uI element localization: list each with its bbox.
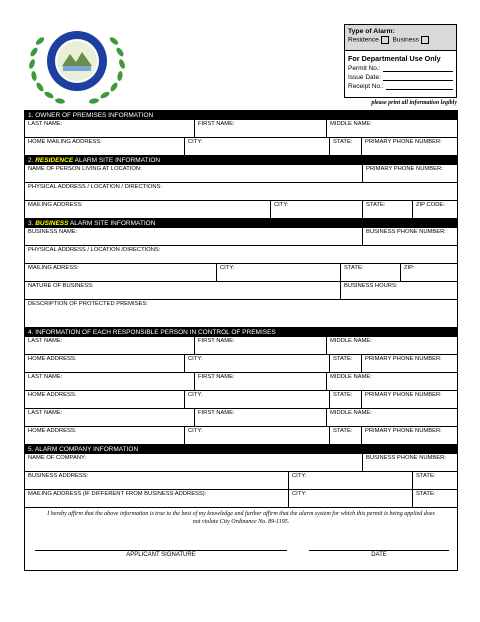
business-name[interactable]: BUSINESS NAME: [25,228,363,245]
company-mailing-state[interactable]: STATE: [416,491,436,497]
residence-physical-address[interactable]: PHYSICAL ADDRESS / LOCATION / DIRECTIONS: [28,184,162,190]
print-legibly-note: please print all information legibly [371,100,457,106]
issue-date-label: Issue Date: [348,74,381,81]
owner-city[interactable]: CITY: [185,138,330,155]
person1-last-name[interactable]: LAST NAME: [25,337,195,354]
business-mailing-address[interactable]: MAILING ADRESS: [25,264,217,281]
person2-middle-name[interactable]: MIDDLE NAME: [330,374,372,380]
business-hours[interactable]: BUSINESS HOURS: [344,283,398,289]
business-label: Business [392,36,419,44]
person3-phone[interactable]: PRIMARY PHONE NUMBER: [365,428,442,434]
business-city[interactable]: CITY: [217,264,341,281]
person3-middle-name[interactable]: MIDDLE NAME: [330,410,372,416]
permit-label: Permit No.: [348,65,381,72]
protected-premises-description[interactable]: DESCRIPTION OF PROTECTED PREMISES: [28,301,148,307]
person1-home-address[interactable]: HOME ADDRESS: [25,355,185,372]
owner-middle-name[interactable]: MIDDLE NAME: [330,121,372,127]
business-physical-address[interactable]: PHYSICAL ADDRESS / LOCATION /DIRECTIONS: [28,247,161,253]
person3-first-name[interactable]: FIRST NAME: [195,409,327,426]
company-mailing-city[interactable]: CITY: [289,490,413,507]
section-3-keyword: BUSINESS [35,220,69,227]
person2-last-name[interactable]: LAST NAME: [25,373,195,390]
resident-phone[interactable]: PRIMARY PHONE NUMBER: [366,166,443,172]
residence-zip[interactable]: ZIP CODE: [416,202,445,208]
date-label: DATE [371,552,387,558]
company-state[interactable]: STATE: [416,473,436,479]
person2-phone[interactable]: PRIMARY PHONE NUMBER: [365,392,442,398]
section-2-keyword: RESIDENCE [35,157,74,164]
resident-name[interactable]: NAME OF PERSON LIVING AT LOCATION: [25,165,363,182]
owner-first-name[interactable]: FIRST NAME: [195,120,327,137]
receipt-label: Receipt No.: [348,83,384,90]
residence-state[interactable]: STATE: [363,201,413,218]
section-3-title: ALARM SITE INFORMATION [69,220,156,227]
section-2-number: 2. [28,157,34,164]
company-address[interactable]: BUSINESS ADDRESS: [25,472,289,489]
receipt-field[interactable] [386,83,453,90]
person2-first-name[interactable]: FIRST NAME: [195,373,327,390]
nature-of-business[interactable]: NATURE OF BUSINESS: [25,282,341,299]
business-phone[interactable]: BUSINESS PHONE NUMBER: [366,229,446,235]
residence-city[interactable]: CITY: [271,201,363,218]
company-name[interactable]: NAME OF COMPANY: [25,454,363,471]
person1-middle-name[interactable]: MIDDLE NAME: [330,338,372,344]
person1-city[interactable]: CITY: [185,355,330,372]
applicant-signature-line[interactable] [35,550,287,551]
section-5-header: 5. ALARM COMPANY INFORMATION [25,445,457,454]
person1-phone[interactable]: PRIMARY PHONE NUMBER: [365,356,442,362]
section-3-header [25,219,457,228]
owner-state[interactable]: STATE: [330,138,362,155]
permit-form [24,110,458,571]
alarm-type-box [344,24,457,98]
residence-mailing-address[interactable]: MAILING ADDRESS: [25,201,271,218]
residence-checkbox[interactable] [381,36,389,44]
person1-first-name[interactable]: FIRST NAME: [195,337,327,354]
section-4-header: 4. INFORMATION OF EACH RESPONSIBLE PERSON IN CONTROL OF PREMISES [25,328,457,337]
date-line[interactable] [309,550,449,551]
person2-city[interactable]: CITY: [185,391,330,408]
city-seal-logo [18,14,136,110]
person3-last-name[interactable]: LAST NAME: [25,409,195,426]
section-3-number: 3. [28,220,34,227]
person3-home-address[interactable]: HOME ADDRESS: [25,427,185,444]
section-1-header: 1. OWNER OF PREMISES INFORMATION [25,111,457,120]
owner-last-name[interactable]: LAST NAME: [25,120,195,137]
business-zip[interactable]: ZIP: [404,265,415,271]
person2-home-address[interactable]: HOME ADDRESS: [25,391,185,408]
company-city[interactable]: CITY: [289,472,413,489]
owner-phone[interactable]: PRIMARY PHONE NUMBER: [365,139,442,145]
alarm-type-section [345,25,456,51]
business-state[interactable]: STATE: [341,264,401,281]
departmental-use-title: For Departmental Use Only [348,54,441,63]
person3-city[interactable]: CITY: [185,427,330,444]
residence-label: Residence [348,36,379,44]
company-phone[interactable]: BUSINESS PHONE NUMBER: [366,455,446,461]
person1-state[interactable]: STATE: [330,355,362,372]
departmental-use-section [345,51,456,93]
person3-state[interactable]: STATE: [330,427,362,444]
signature-area [25,528,457,570]
owner-home-address[interactable]: HOME MAILING ADDRESS: [25,138,185,155]
permit-field[interactable] [383,65,453,72]
applicant-signature-label: APPLICANT SIGNATURE [126,552,196,558]
company-mailing-address[interactable]: MAILING ADDRESS (IF DIFFERENT FROM BUSINESS ADDRESS): [25,490,289,507]
section-2-title: ALARM SITE INFORMATION [74,157,161,164]
affirmation-text: I hereby affirm that the above information is true to the best of my knowledge and further affirm that the alarm system for which this permit is being applied does not violate City Ordinance No. 89-1195. [47,511,435,525]
issue-date-field[interactable] [383,74,453,81]
section-2-header [25,156,457,165]
alarm-type-title: Type of Alarm: [348,28,395,35]
business-checkbox[interactable] [421,36,429,44]
person2-state[interactable]: STATE: [330,391,362,408]
